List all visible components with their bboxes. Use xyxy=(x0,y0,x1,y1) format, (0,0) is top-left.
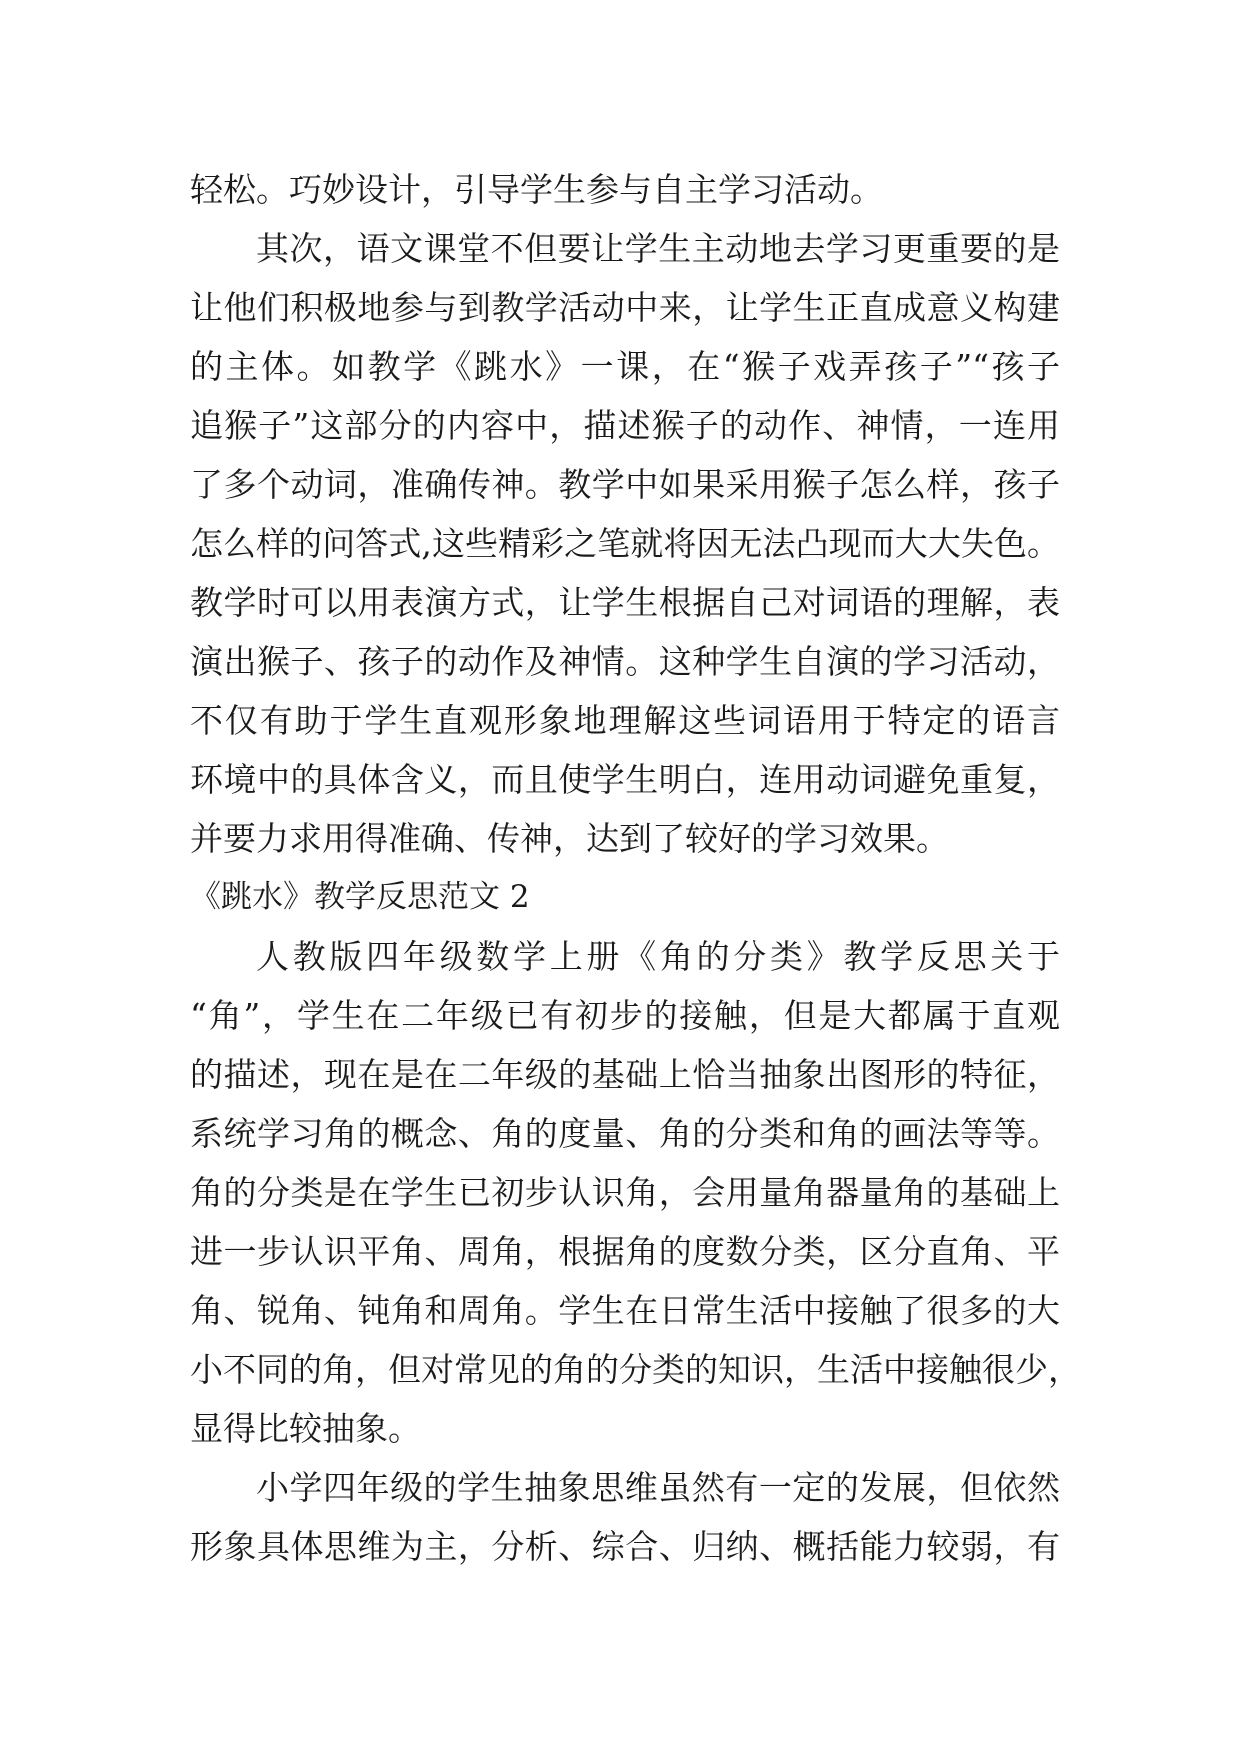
section-heading: 《跳水》教学反思范文 2 xyxy=(190,879,530,915)
paragraph-line: 不仅有助于学生直观形象地理解这些词语用于特定的语言 xyxy=(190,701,1060,740)
paragraph-line: 演出猴子、孩子的动作及神情。这种学生自演的学习活动， xyxy=(190,642,1060,681)
paragraph-line: 其次，语文课堂不但要让学生主动地去学习更重要的是 xyxy=(256,229,1060,268)
paragraph-line: 让他们积极地参与到教学活动中来，让学生正直成意义构建 xyxy=(190,288,1060,327)
paragraph-line: 轻松。巧妙设计，引导学生参与自主学习活动。 xyxy=(190,170,883,209)
paragraph-line: 人教版四年级数学上册《角的分类》教学反思关于 xyxy=(256,937,1060,976)
paragraph-line: 系统学习角的概念、角的度量、角的分类和角的画法等等。 xyxy=(190,1114,1060,1153)
paragraph-line: 的描述，现在是在二年级的基础上恰当抽象出图形的特征， xyxy=(190,1055,1060,1094)
document-body xyxy=(190,160,1081,1576)
paragraph-line: 的主体。如教学《跳水》一课，在“猴子戏弄孩子”“孩子 xyxy=(190,347,1060,386)
paragraph-line: 小学四年级的学生抽象思维虽然有一定的发展，但依然 xyxy=(256,1468,1060,1507)
paragraph-line: “角”，学生在二年级已有初步的接触，但是大都属于直观 xyxy=(190,996,1060,1035)
paragraph-line: 环境中的具体含义，而且使学生明白，连用动词避免重复， xyxy=(190,760,1060,799)
paragraph-line: 角、锐角、钝角和周角。学生在日常生活中接触了很多的大 xyxy=(190,1291,1060,1330)
paragraph-line: 角的分类是在学生已初步认识角，会用量角器量角的基础上 xyxy=(190,1173,1060,1212)
paragraph-line: 教学时可以用表演方式，让学生根据自己对词语的理解，表 xyxy=(190,583,1060,622)
paragraph-line: 形象具体思维为主，分析、综合、归纳、概括能力较弱，有 xyxy=(190,1527,1060,1566)
paragraph-line: 小不同的角，但对常见的角的分类的知识，生活中接触很少， xyxy=(190,1350,1081,1389)
paragraph-line: 追猴子”这部分的内容中，描述猴子的动作、神情，一连用 xyxy=(190,406,1060,445)
paragraph-line: 怎么样的问答式,这些精彩之笔就将因无法凸现而大大失色。 xyxy=(190,524,1060,563)
paragraph-line: 显得比较抽象。 xyxy=(190,1409,421,1448)
paragraph-line: 并要力求用得准确、传神，达到了较好的学习效果。 xyxy=(190,819,949,858)
paragraph-line: 了多个动词，准确传神。教学中如果采用猴子怎么样，孩子 xyxy=(190,465,1060,504)
paragraph-line: 进一步认识平角、周角，根据角的度数分类，区分直角、平 xyxy=(190,1232,1060,1271)
